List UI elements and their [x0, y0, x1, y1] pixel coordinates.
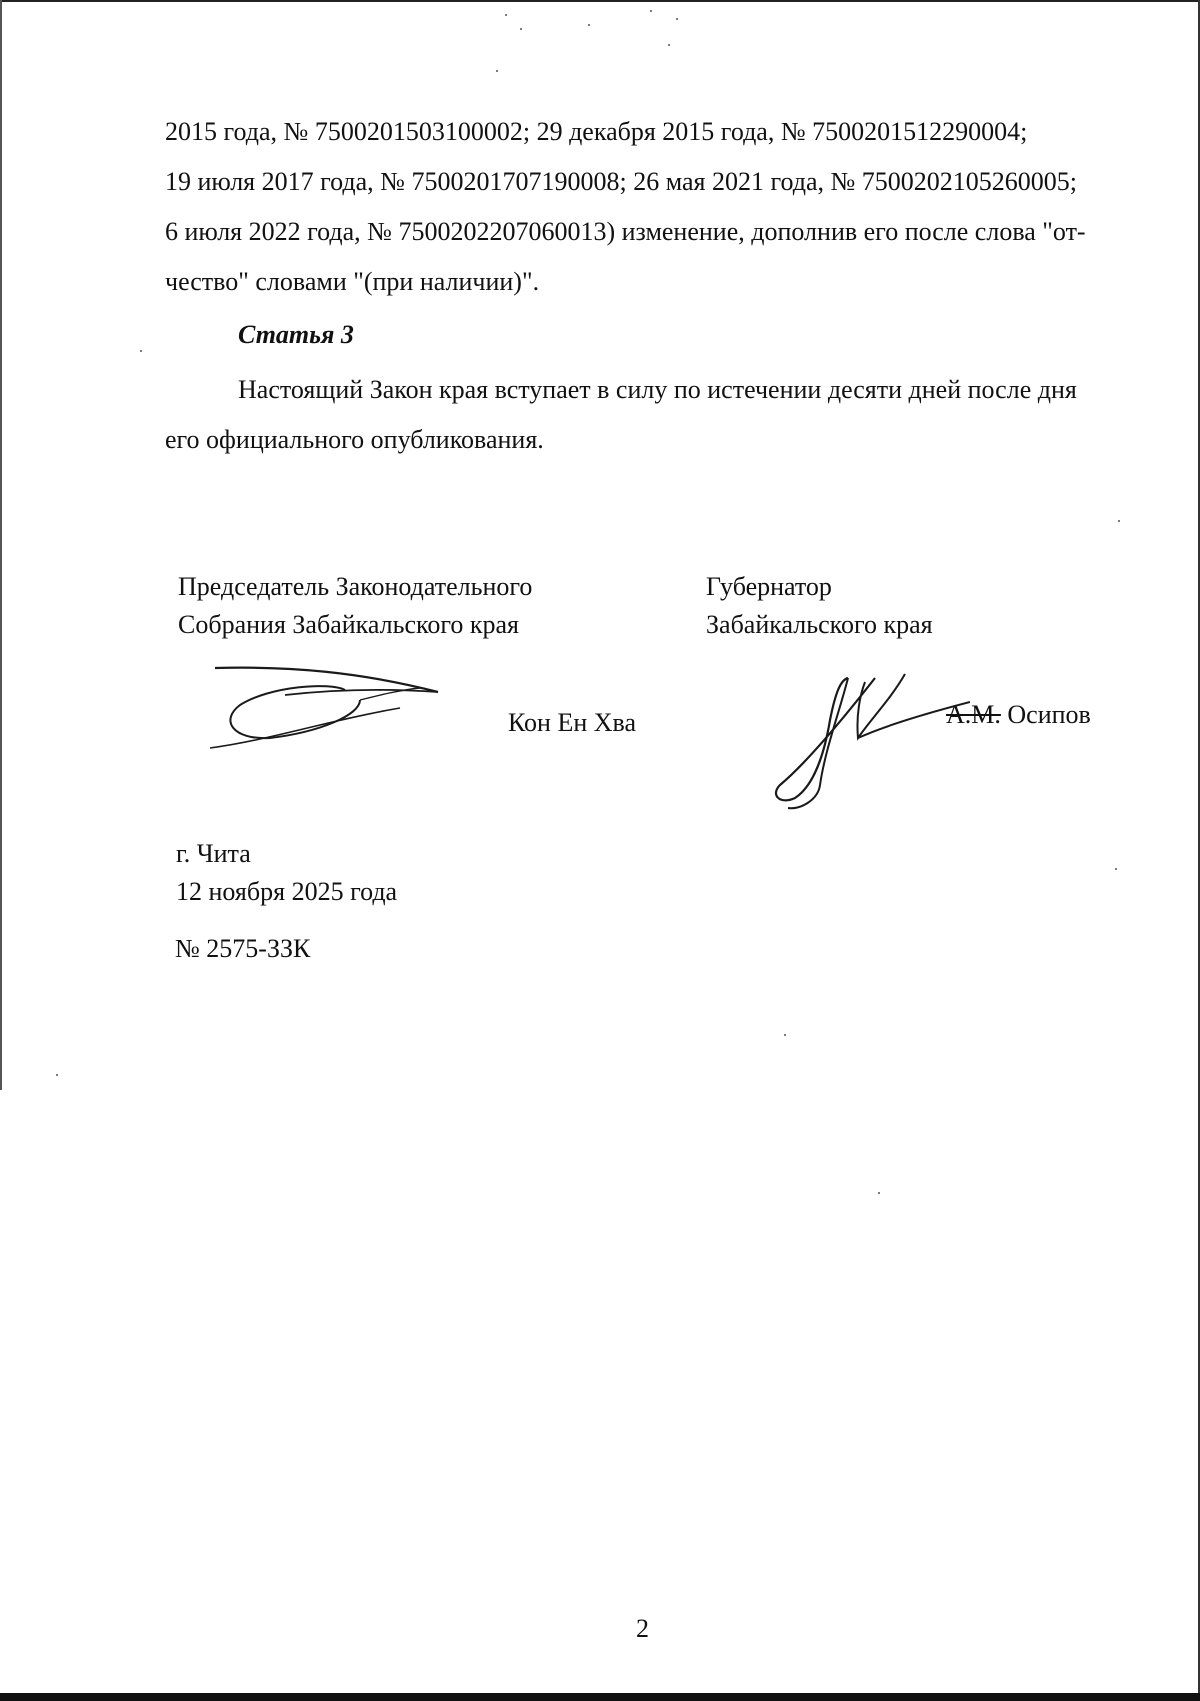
governor-title-line: Забайкальского края — [706, 610, 933, 639]
scan-edge-top — [0, 0, 1200, 2]
scan-speck — [878, 1192, 880, 1194]
scan-speck — [668, 44, 670, 46]
place-date-block — [176, 835, 397, 911]
scan-speck — [505, 14, 507, 16]
article-text: Настоящий Закон края вступает в силу по истечении десяти дней после дня его официального опубликования. — [165, 375, 1077, 454]
scan-speck — [520, 28, 522, 30]
law-number: № 2575-ЗЗК — [175, 934, 311, 963]
chairman-title-line: Председатель Законодательного — [178, 572, 533, 601]
chairman-title-line: Собрания Забайкальского края — [178, 610, 519, 639]
signing-date: 12 ноября 2025 года — [176, 877, 398, 906]
scan-edge-left — [0, 0, 2, 1090]
scan-speck — [496, 70, 498, 72]
governor-name — [946, 700, 1091, 730]
paragraph-line: чество" словами "(при наличии)". — [165, 267, 540, 296]
scan-speck — [1115, 868, 1117, 870]
page-number: 2 — [636, 1614, 649, 1643]
chairman-signature — [210, 660, 450, 760]
scan-speck — [56, 1074, 58, 1076]
scan-speck — [784, 1034, 786, 1036]
scan-speck — [676, 18, 678, 20]
scan-speck — [1118, 520, 1120, 522]
paragraph-line: 6 июля 2022 года, № 7500202207060013) изменение, дополнив его после слова "от- — [165, 217, 1086, 246]
governor-initials: А.М. — [946, 700, 1001, 729]
governor-title-line: Губернатор — [706, 572, 832, 601]
chairman-name: Кон Ен Хва — [508, 708, 637, 737]
amendment-paragraph — [165, 107, 1115, 307]
article-heading: Статья 3 — [238, 320, 354, 349]
governor-signature — [770, 670, 970, 820]
paragraph-line: 19 июля 2017 года, № 7500201707190008; 26 мая 2021 года, № 7500202105260005; — [165, 167, 1078, 196]
place-city: г. Чита — [176, 839, 251, 868]
scan-speck — [650, 10, 652, 12]
scan-edge-bottom — [0, 1693, 1200, 1701]
paragraph-line: 2015 года, № 7500201503100002; 29 декабря 2015 года, № 7500201512290004; — [165, 117, 1028, 146]
scan-speck — [588, 24, 590, 26]
governor-surname: Осипов — [1000, 700, 1091, 729]
chairman-title — [178, 568, 532, 644]
scan-speck — [140, 350, 142, 352]
governor-title — [706, 568, 933, 644]
